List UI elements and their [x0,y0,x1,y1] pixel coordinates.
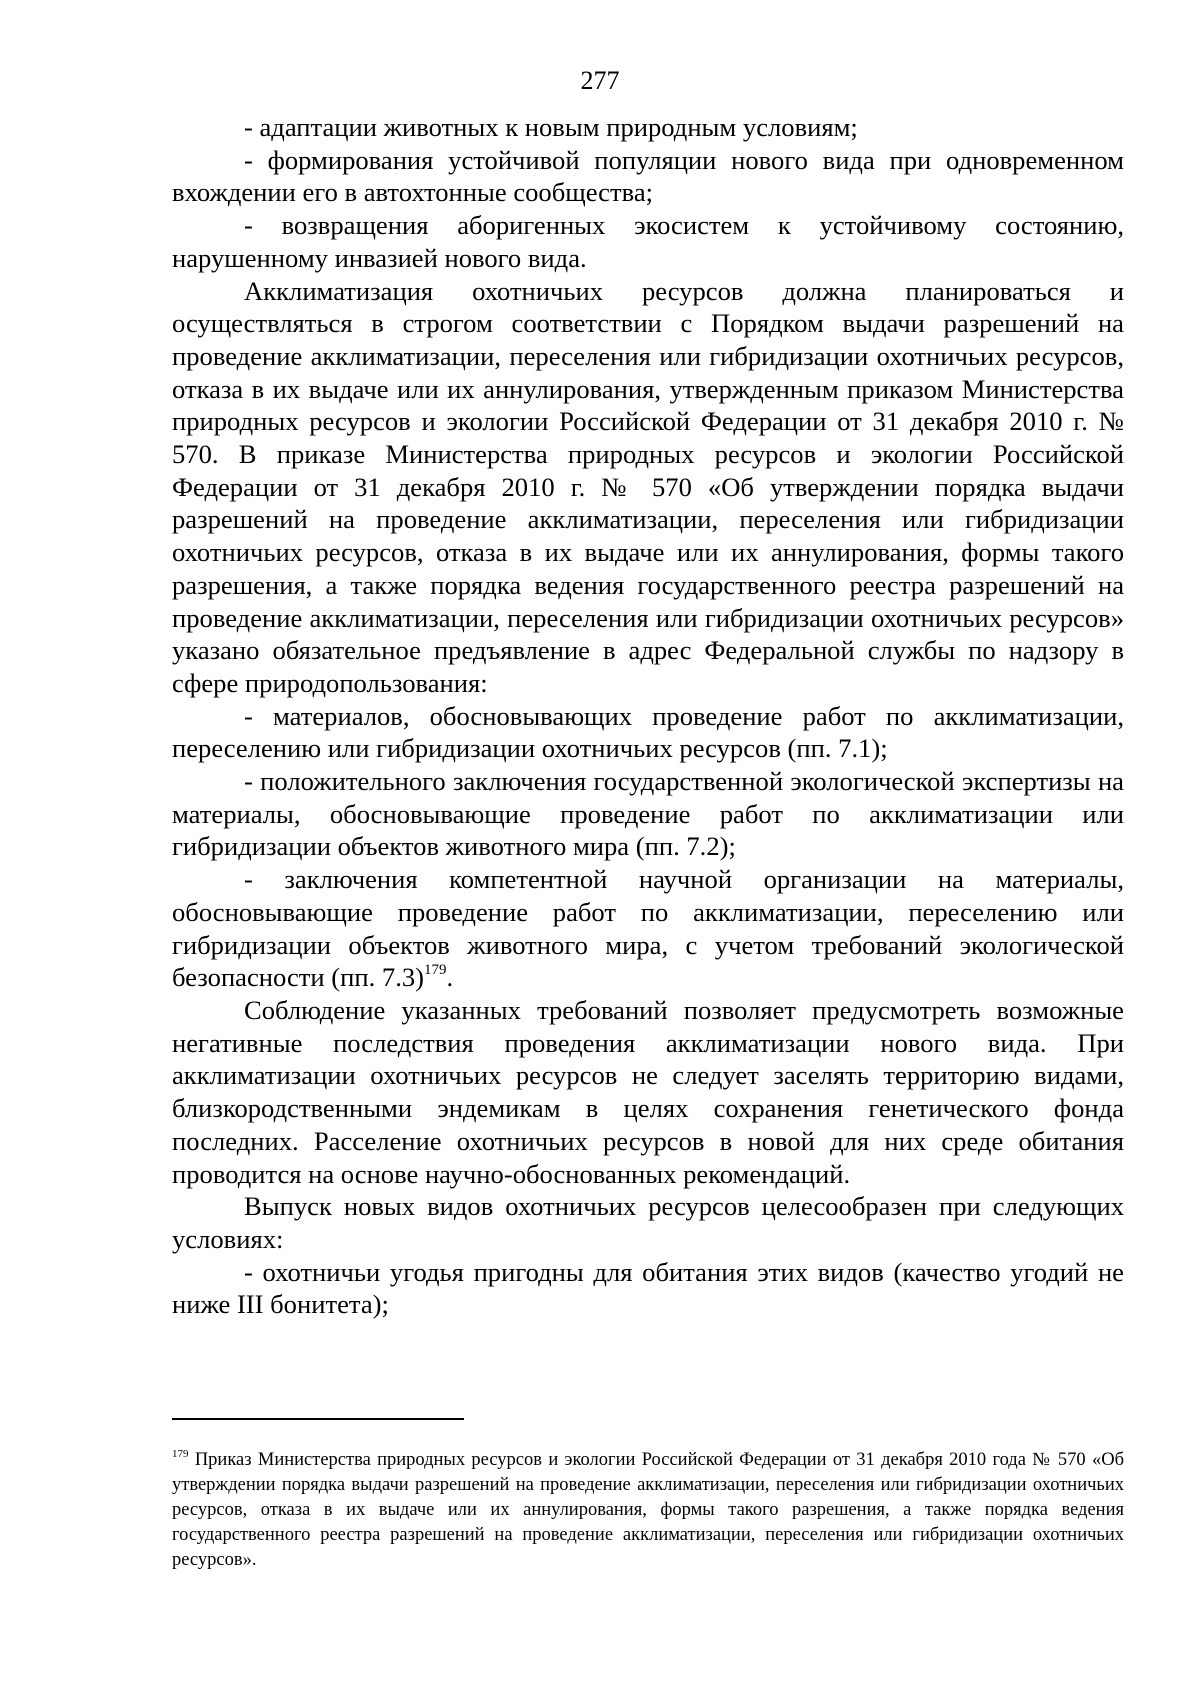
footnote-number: 179 [172,1447,189,1460]
scientific-conclusion-text: - заключения компетентной научной организации на материалы, обосновывающие проведение работ по акклиматизации, переселению или гибридизации объектов животного мира, с учетом требований экологической безопасности (пп. 7.3) [172,864,1124,993]
list-item-materials: - материалов, обосновывающих проведение работ по акклиматизации, переселению или гибридизации охотничьих ресурсов (пп. 7.1); [172,700,1124,764]
list-item-hunting-grounds: - охотничьи угодья пригодны для обитания этих видов (качество угодий не ниже III бонитета); [172,1256,1124,1320]
paragraph-acclimatization-order: Акклиматизация охотничьих ресурсов должна планироваться и осуществляться в строгом соответствии с Порядком выдачи разрешений на проведение акклиматизации, переселения или гибридизации охотничьих ресурсов, отказа в их выдаче или их аннулирования, утвержденным приказом Министерства природных ресурсов и экологии Российской Федерации от 31 декабря 2010 г. № 570. В приказе Министерства природных ресурсов и экологии Российской Федерации от 31 декабря 2010 г. № 570 «Об утверждении порядка выдачи разрешений на проведение акклиматизации, переселения или гибридизации охотничьих ресурсов, отказа в их выдаче или их аннулирования, формы такого разрешения, а также порядка ведения государственного реестра разрешений на проведение акклиматизации, переселения или гибридизации охотничьих ресурсов» указано обязательное предъявление в адрес Федеральной службы по надзору в сфере природопользования: [172,275,1124,698]
list-item-ecosystems: - возвращения аборигенных экосистем к устойчивому состоянию, нарушенному инвазией нового вида. [172,210,1124,273]
paragraph-compliance: Соблюдение указанных требований позволяет предусмотреть возможные негативные последствия проведения акклиматизации нового вида. При акклиматизации охотничьих ресурсов не следует заселять территорию видами, близкородственными эндемикам в целях сохранения генетического фонда последних. Расселение охотничьих ресурсов в новой для них среде обитания проводится на основе научно-обоснованных рекомендаций. [172,994,1124,1189]
list-item-population: - формирования устойчивой популяции нового вида при одновременном вхождении его в автохтонные сообщества; [172,144,1124,208]
list-item-adaptation: - адаптации животных к новым природным условиям; [244,112,858,142]
page-number: 277 [580,66,620,95]
footnote-reference[interactable]: 179 [424,962,447,979]
footnote-reference-tail: . [446,962,454,993]
list-item-scientific-conclusion [172,863,1124,994]
footnote-separator [172,1418,464,1420]
paragraph-release-conditions: Выпуск новых видов охотничьих ресурсов целесообразен при следующих условиях: [172,1191,1124,1254]
footnote-text: Приказ Министерства природных ресурсов и экологии Российской Федерации от 31 декабря 2010 года № 570 «Об утверждении порядка выдачи разрешений на проведение акклиматизации, переселения или гибридизации охотничьих ресурсов, отказа в их выдаче или их аннулирования, формы такого разрешения, а также порядка ведения государственного реестра разрешений на проведение акклиматизации, переселения или гибридизации охотничьих ресурсов». [172,1450,1124,1570]
body-text [172,111,1124,1321]
footnote [172,1448,1124,1573]
list-item-expert-review: - положительного заключения государственной экологической экспертизы на материалы, обосновывающие проведение работ по акклиматизации или гибридизации объектов животного мира (пп. 7.2); [172,766,1124,862]
